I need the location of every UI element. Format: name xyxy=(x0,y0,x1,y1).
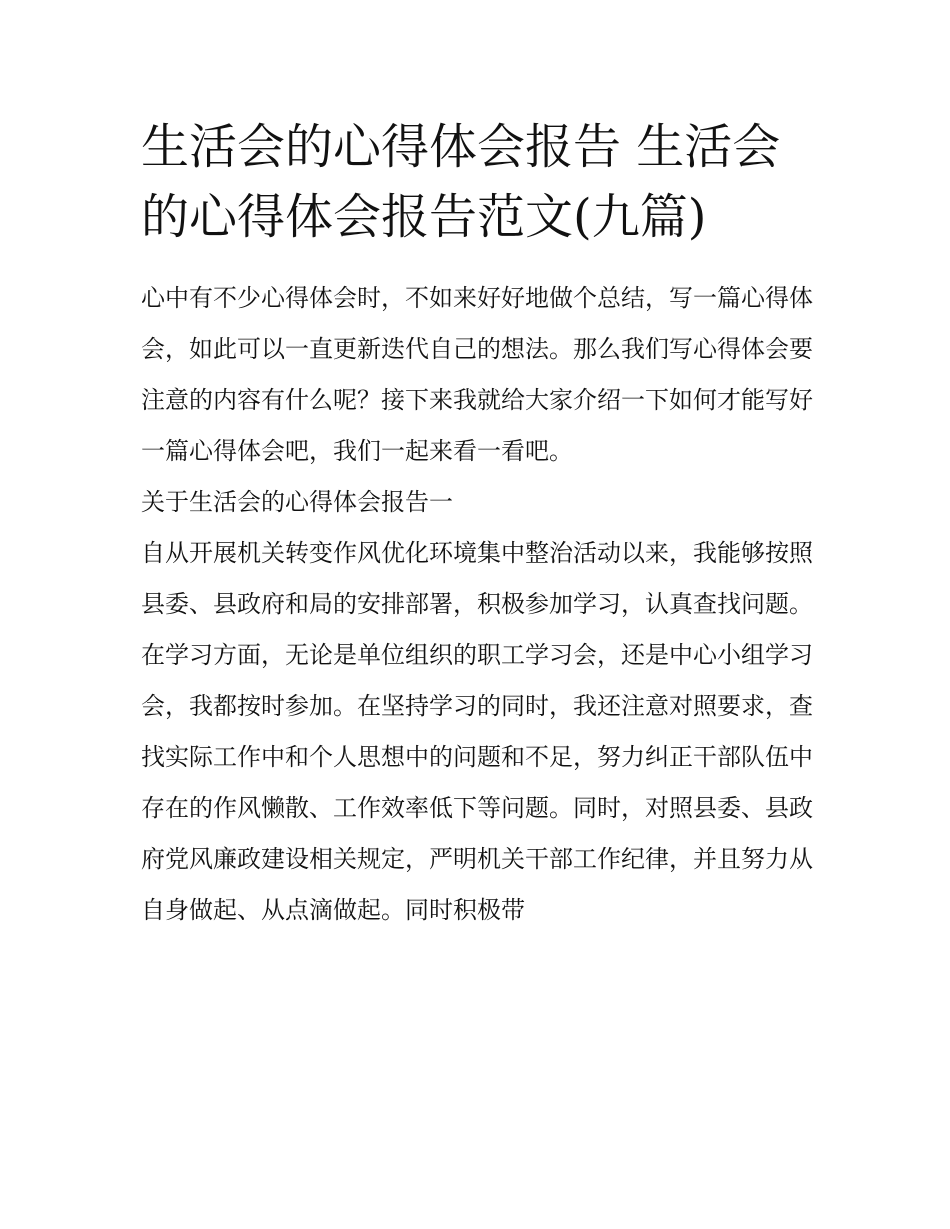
section-heading: 关于生活会的心得体会报告一 xyxy=(141,488,453,516)
document-body xyxy=(141,273,813,936)
document-content xyxy=(141,112,813,936)
intro-paragraph: 心中有不少心得体会时，不如来好好地做个总结，写一篇心得体会，如此可以一直更新迭代自己的想法。那么我们写心得体会要注意的内容有什么呢？接下来我就给大家介绍一下如何才能写好一篇心得体会吧，我们一起来看一看吧。 xyxy=(141,284,813,465)
document-title: 生活会的心得体会报告 生活会的心得体会报告范文(九篇) xyxy=(141,119,781,245)
section-paragraph: 自从开展机关转变作风优化环境集中整治活动以来，我能够按照县委、县政府和局的安排部署，积极参加学习，认真查找问题。在学习方面，无论是单位组织的职工学习会，还是中心小组学习会，我都按时参加。在坚持学习的同时，我还注意对照要求，查找实际工作中和个人思想中的问题和不足，努力纠正干部队伍中存在的作风懒散、工作效率低下等问题。同时，对照县委、县政府党风廉政建设相关规定，严明机关干部工作纪律，并且努力从自身做起、从点滴做起。同时积极带 xyxy=(141,539,813,924)
